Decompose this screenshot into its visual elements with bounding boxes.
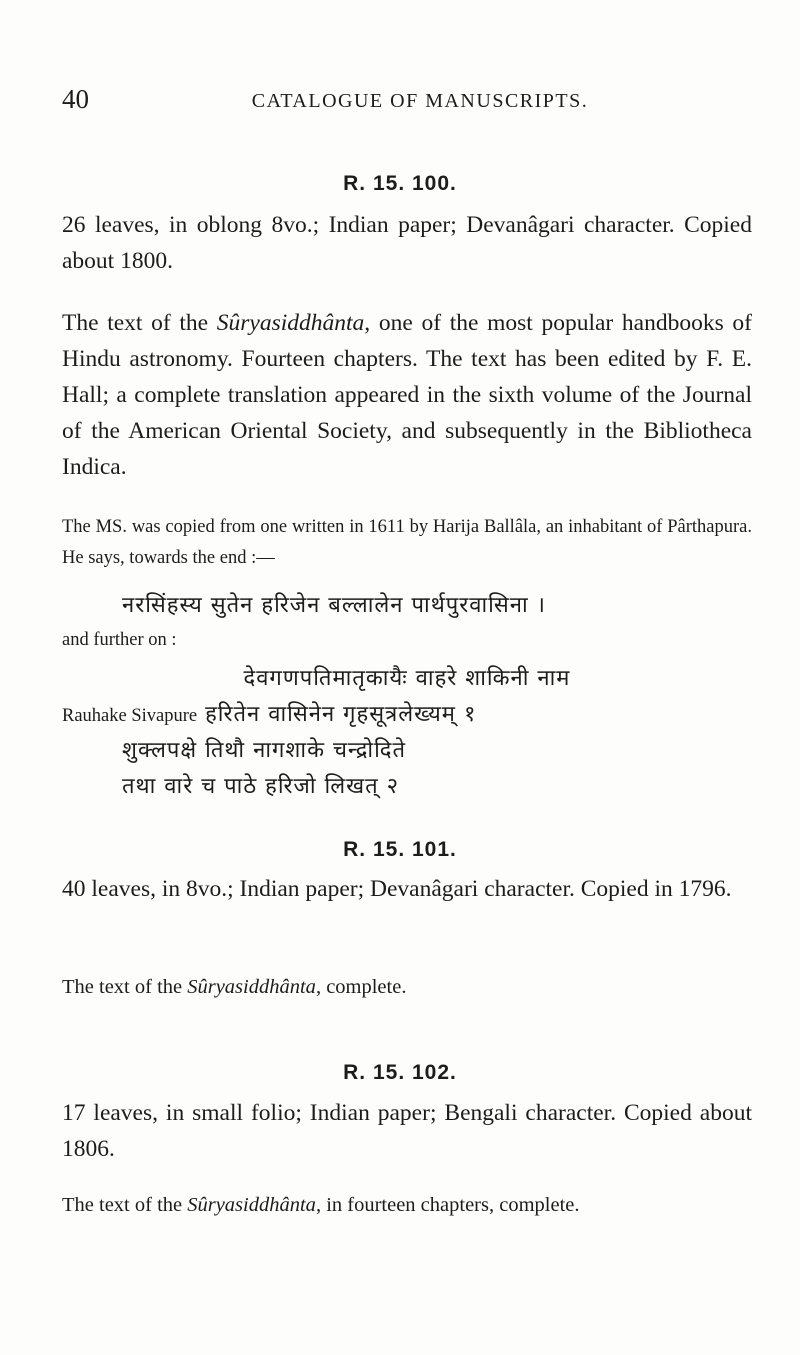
entry-description: 40 leaves, in 8vo.; Indian paper; Devanâgari character. Copied in 1796. xyxy=(62,876,732,902)
page-header xyxy=(62,84,738,124)
work-title: Sûryasiddhânta xyxy=(187,1194,316,1216)
entry-id: R. 15. 102. xyxy=(343,1061,457,1084)
work-title: Sûryasiddhânta xyxy=(216,310,365,336)
entry-note: The MS. was copied from one written in 1611 by Harija Ballâla, an inhabitant of Pârthapura. He says, towards the end :— xyxy=(62,517,752,568)
page-number: 40 xyxy=(62,84,89,114)
place-name: Rauhake Sivapure xyxy=(62,706,198,726)
verse-line: तथा वारे च पाठे हरिजो लिखत् २ xyxy=(122,774,400,799)
work-title: Sûryasiddhânta xyxy=(187,976,316,998)
entry-text: The text of the Sûryasiddhânta, one of the most popular handbooks of Hindu astronomy. Fourteen chapters. The text has been edited by F. E. Hall; a complete translation appeared in the sixth volume of the Journal of the American Oriental Society, and subsequently in the Bibliotheca Indica. xyxy=(62,310,753,480)
running-head: CATALOGUE OF MANUSCRIPTS. xyxy=(251,90,589,112)
entry-text: The text of the Sûryasiddhânta, complete. xyxy=(62,976,407,998)
further-label: and further on : xyxy=(62,630,177,650)
entry-text: The text of the Sûryasiddhânta, in fourteen chapters, complete. xyxy=(62,1194,580,1216)
verse-line: Rauhake Sivapure हरितेन वासिनेन गृहसूत्रलेख्यम् १ xyxy=(62,702,477,727)
verse-line: देवगणपतिमातृकायैः वाहरे शाकिनी नाम xyxy=(243,666,571,691)
verse-line: शुक्लपक्षे तिथौ नागशाके चन्द्रोदिते xyxy=(122,738,407,763)
entry-description: 17 leaves, in small folio; Indian paper; Bengali character. Copied about 1806. xyxy=(62,1100,752,1162)
sanskrit-quote: नरसिंहस्य सुतेन हरिजेन बल्लालेन पार्थपुरवासिना । xyxy=(122,593,546,618)
entry-description: 26 leaves, in oblong 8vo.; Indian paper; Devanâgari character. Copied about 1800. xyxy=(62,212,752,274)
entry-id: R. 15. 100. xyxy=(343,172,457,195)
entry-id: R. 15. 101. xyxy=(343,838,457,861)
